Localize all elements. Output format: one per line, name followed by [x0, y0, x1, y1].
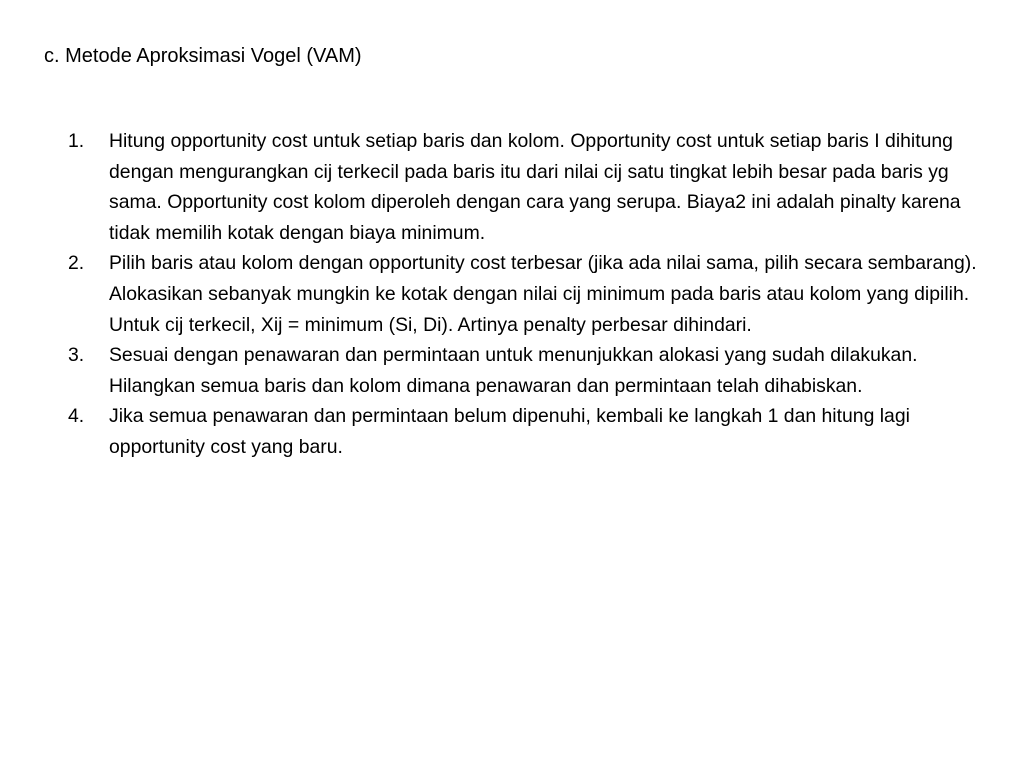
step-text: Hitung opportunity cost untuk setiap baris dan kolom. Opportunity cost untuk setiap baris I dihitung dengan mengurangkan cij terkecil pada baris itu dari nilai cij satu tingkat lebih besar pada baris yg sama. Opportunity cost kolom diperoleh dengan cara yang serupa. Biaya2 ini adalah pinalty karena tidak memilih kotak dengan biaya minimum.: [109, 130, 961, 244]
step-number: 2.: [68, 252, 85, 275]
step-item: [68, 126, 988, 248]
step-number: 3.: [68, 344, 85, 367]
steps-list: [68, 126, 988, 463]
step-text: Sesuai dengan penawaran dan permintaan untuk menunjukkan alokasi yang sudah dilakukan. Hilangkan semua baris dan kolom dimana penawaran dan permintaan telah dihabiskan.: [109, 344, 918, 397]
step-item: [68, 248, 988, 340]
step-text: Pilih baris atau kolom dengan opportunity cost terbesar (jika ada nilai sama, pilih secara sembarang). Alokasikan sebanyak mungkin ke kotak dengan nilai cij minimum pada baris atau kolom yang dipilih. Untuk cij terkecil, Xij = minimum (Si, Di). Artinya penalty perbesar dihindari.: [109, 252, 977, 336]
step-item: [68, 401, 988, 462]
step-number: 4.: [68, 405, 85, 428]
step-item: [68, 340, 988, 401]
slide-heading: c. Metode Aproksimasi Vogel (VAM): [44, 45, 362, 67]
step-text: Jika semua penawaran dan permintaan belum dipenuhi, kembali ke langkah 1 dan hitung lagi opportunity cost yang baru.: [109, 405, 910, 458]
step-number: 1.: [68, 130, 85, 152]
